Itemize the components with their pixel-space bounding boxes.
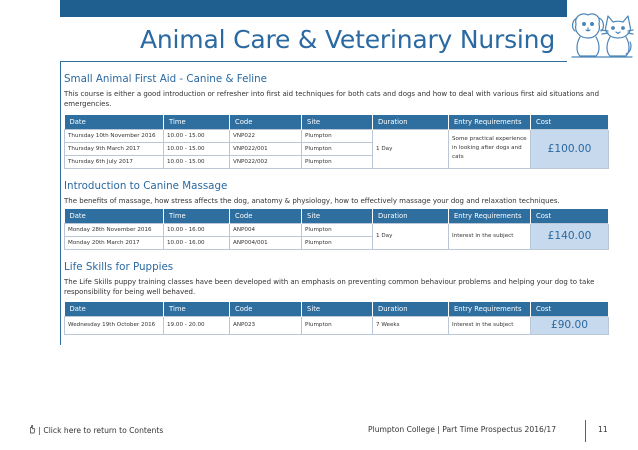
site-cell: Plumpton bbox=[302, 316, 373, 334]
time-cell: 10.00 - 15.00 bbox=[164, 129, 230, 142]
cat-and-dog-illustration-icon bbox=[568, 4, 634, 60]
column-header-code: Code bbox=[230, 115, 302, 129]
course-title: Small Animal First Aid - Canine & Feline bbox=[64, 73, 268, 85]
column-header-duration: Duration bbox=[373, 302, 449, 316]
top-color-band bbox=[60, 0, 567, 17]
column-header-site: Site bbox=[302, 115, 373, 129]
footer-publication-info bbox=[368, 425, 556, 434]
entry-requirements-cell: Interest in the subject bbox=[449, 223, 531, 249]
column-header-duration: Duration bbox=[373, 209, 449, 223]
date-cell: Monday 28th November 2016 bbox=[65, 223, 164, 236]
date-cell: Thursday 9th March 2017 bbox=[65, 142, 164, 155]
course-section-canine-massage bbox=[64, 180, 608, 206]
duration-cell: 1 Day bbox=[373, 129, 449, 168]
duration-cell: 1 Day bbox=[373, 223, 449, 249]
column-header-cost: Cost bbox=[531, 115, 609, 129]
column-header-entry: Entry Requirements bbox=[449, 302, 531, 316]
hand-pointer-icon bbox=[28, 425, 36, 434]
time-cell: 10.00 - 15.00 bbox=[164, 142, 230, 155]
column-header-time: Time bbox=[164, 302, 230, 316]
date-cell: Wednesday 19th October 2016 bbox=[65, 316, 164, 334]
column-header-entry: Entry Requirements bbox=[449, 209, 531, 223]
site-cell: Plumpton bbox=[302, 155, 373, 168]
column-header-time: Time bbox=[164, 209, 230, 223]
site-cell: Plumpton bbox=[302, 236, 373, 249]
column-header-time: Time bbox=[164, 115, 230, 129]
code-cell: ANP004 bbox=[230, 223, 302, 236]
column-header-date: Date bbox=[65, 302, 164, 316]
return-to-contents-label: | Click here to return to Contents bbox=[38, 426, 164, 435]
entry-requirements-cell: Interest in the subject bbox=[449, 316, 531, 334]
page-number: 11 bbox=[598, 425, 608, 434]
course-description: This course is either a good introduction or refresher into first aid techniques for both cats and dogs and how to deal with various first aid situations and emergencies. bbox=[64, 90, 600, 108]
content-left-rule bbox=[60, 62, 61, 345]
course-description: The benefits of massage, how stress affects the dog, anatomy & physiology, how to effectively massage your dog and relaxation techniques. bbox=[64, 197, 560, 205]
time-cell: 10.00 - 16.00 bbox=[164, 223, 230, 236]
table-row bbox=[65, 316, 609, 334]
time-cell: 10.00 - 15.00 bbox=[164, 155, 230, 168]
code-cell: VNP022 bbox=[230, 129, 302, 142]
column-header-date: Date bbox=[65, 209, 164, 223]
code-cell: ANP023 bbox=[230, 316, 302, 334]
duration-cell: 7 Weeks bbox=[373, 316, 449, 334]
column-header-cost: Cost bbox=[531, 302, 609, 316]
course-title: Introduction to Canine Massage bbox=[64, 180, 228, 192]
course-description: The Life Skills puppy training classes have been developed with an emphasis on preventing common behaviour problems and helping your dog to take responsibility for being well behaved. bbox=[64, 278, 595, 296]
site-cell: Plumpton bbox=[302, 142, 373, 155]
column-header-code: Code bbox=[230, 302, 302, 316]
page-title: Animal Care & Veterinary Nursing bbox=[140, 25, 555, 54]
time-cell: 10.00 - 16.00 bbox=[164, 236, 230, 249]
course-section-puppy-life-skills bbox=[64, 261, 608, 297]
header-divider bbox=[60, 61, 567, 62]
code-cell: ANP004/001 bbox=[230, 236, 302, 249]
column-header-entry: Entry Requirements bbox=[449, 115, 531, 129]
entry-requirements-cell: Some practical experience in looking after dogs and cats bbox=[449, 129, 531, 168]
course-schedule-table bbox=[64, 209, 609, 250]
column-header-duration: Duration bbox=[373, 115, 449, 129]
date-cell: Thursday 10th November 2016 bbox=[65, 129, 164, 142]
table-header-row bbox=[65, 302, 609, 316]
course-schedule-table bbox=[64, 302, 609, 335]
prospectus-title: | Part Time Prospectus 2016/17 bbox=[434, 425, 557, 434]
code-cell: VNP022/002 bbox=[230, 155, 302, 168]
footer-divider bbox=[585, 420, 586, 442]
return-to-contents-link[interactable] bbox=[28, 425, 163, 435]
table-header-row bbox=[65, 115, 609, 129]
code-cell: VNP022/001 bbox=[230, 142, 302, 155]
column-header-site: Site bbox=[302, 209, 373, 223]
cost-cell: £140.00 bbox=[531, 223, 609, 249]
column-header-site: Site bbox=[302, 302, 373, 316]
cost-cell: £100.00 bbox=[531, 129, 609, 168]
column-header-code: Code bbox=[230, 209, 302, 223]
table-header-row bbox=[65, 209, 609, 223]
site-cell: Plumpton bbox=[302, 223, 373, 236]
column-header-cost: Cost bbox=[531, 209, 609, 223]
course-title: Life Skills for Puppies bbox=[64, 261, 174, 273]
column-header-date: Date bbox=[65, 115, 164, 129]
course-schedule-table bbox=[64, 115, 609, 169]
college-name: Plumpton College bbox=[368, 425, 435, 434]
time-cell: 19.00 - 20.00 bbox=[164, 316, 230, 334]
date-cell: Thursday 6th July 2017 bbox=[65, 155, 164, 168]
cost-cell: £90.00 bbox=[531, 316, 609, 334]
table-row bbox=[65, 129, 609, 142]
table-row bbox=[65, 223, 609, 236]
course-section-first-aid bbox=[64, 73, 608, 109]
date-cell: Monday 20th March 2017 bbox=[65, 236, 164, 249]
site-cell: Plumpton bbox=[302, 129, 373, 142]
